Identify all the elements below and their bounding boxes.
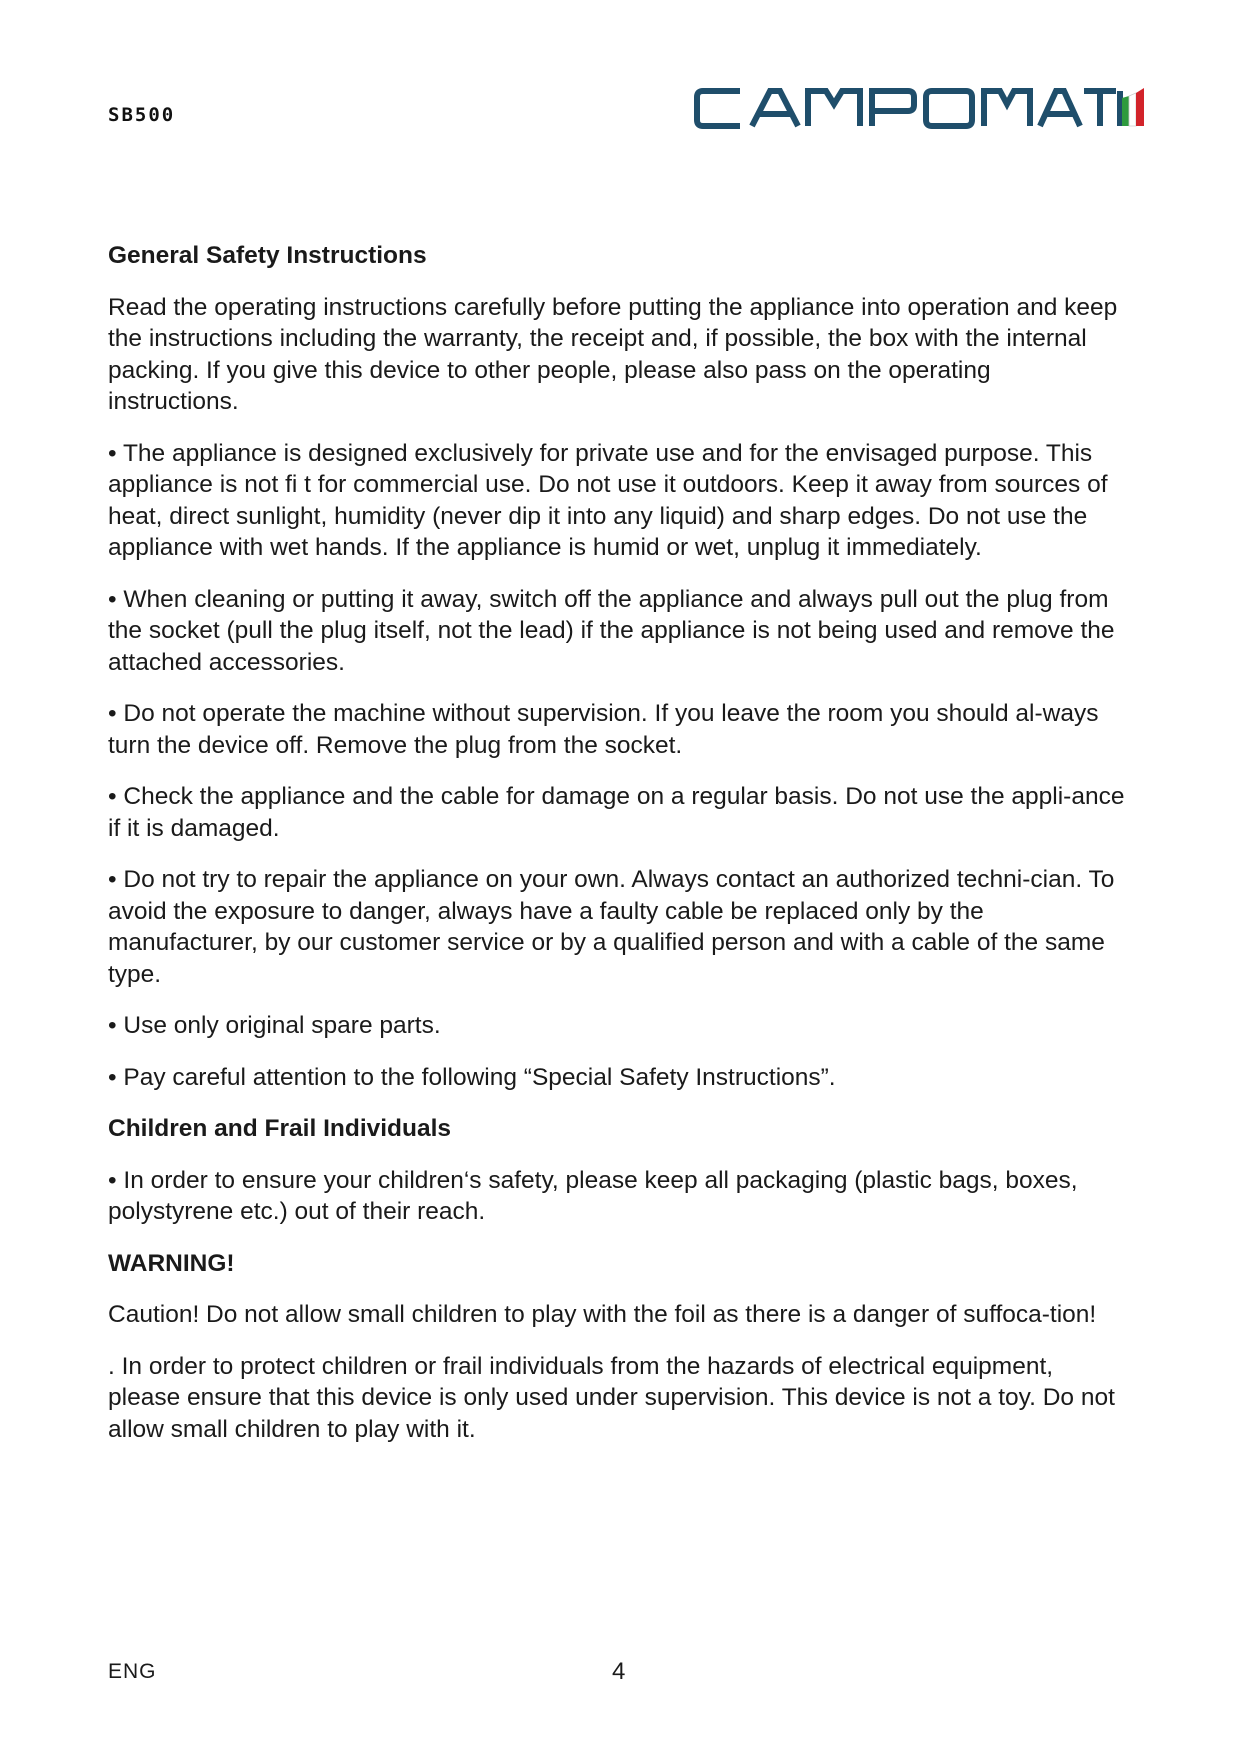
safety-bullet-cleaning: • When cleaning or putting it away, switch off the appliance and always pull out the plug from the socket (pull the plug itself, not the lead) if the appliance is not being used and remove the attached accessories. (108, 585, 1115, 676)
safety-bullet-repair: • Do not try to repair the appliance on your own. Always contact an authorized techni-cian. To avoid the exposure to danger, always have a faulty cable be replaced only by the manufacturer, by our customer service or by a qualified person and with a cable of the same type. (108, 866, 1115, 988)
document-body (108, 240, 1128, 1465)
general-safety-intro: Read the operating instructions carefully before putting the appliance into operation and keep the instructions including the warranty, the receipt and, if possible, the box with the internal packing. If you give this device to other people, please also pass on the operating instructions. (108, 293, 1118, 415)
warning-heading: WARNING! (108, 1249, 235, 1277)
safety-bullet-special-instructions: • Pay careful attention to the following “Special Safety Instructions”. (108, 1063, 836, 1091)
children-bullet-packaging: • In order to ensure your children‘s safety, please keep all packaging (plastic bags, boxes, polystyrene etc.) out of their reach. (108, 1166, 1078, 1225)
page-number: 4 (612, 1658, 626, 1685)
footer-language: ENG (108, 1660, 157, 1683)
model-label: SB500 (108, 104, 176, 126)
campomatic-logo (694, 86, 1144, 132)
general-safety-heading: General Safety Instructions (108, 242, 427, 269)
children-heading: Children and Frail Individuals (108, 1115, 452, 1142)
safety-bullet-spare-parts: • Use only original spare parts. (108, 1012, 441, 1039)
safety-bullet-damage-check: • Check the appliance and the cable for damage on a regular basis. Do not use the appli-ance if it is damaged. (108, 783, 1125, 842)
safety-bullet-private-use: • The appliance is designed exclusively for private use and for the envisaged purpose. This appliance is not fi t for commercial use. Do not use it outdoors. Keep it away from sources of heat, direct sunlight, humidity (never dip it into any liquid) and sharp edges. Do not use the appliance with wet hands. If the appliance is humid or wet, unplug it immediately. (108, 439, 1108, 561)
safety-bullet-supervision: • Do not operate the machine without supervision. If you leave the room you should al-ways turn the device off. Remove the plug from the socket. (108, 700, 1099, 759)
warning-protect-text: . In order to protect children or frail individuals from the hazards of electrical equipment, please ensure that this device is only used under supervision. This device is not a toy. Do not allow small children to play with it. (108, 1352, 1115, 1443)
warning-caution-text: Caution! Do not allow small children to play with the foil as there is a danger of suffoca-tion! (108, 1301, 1097, 1328)
